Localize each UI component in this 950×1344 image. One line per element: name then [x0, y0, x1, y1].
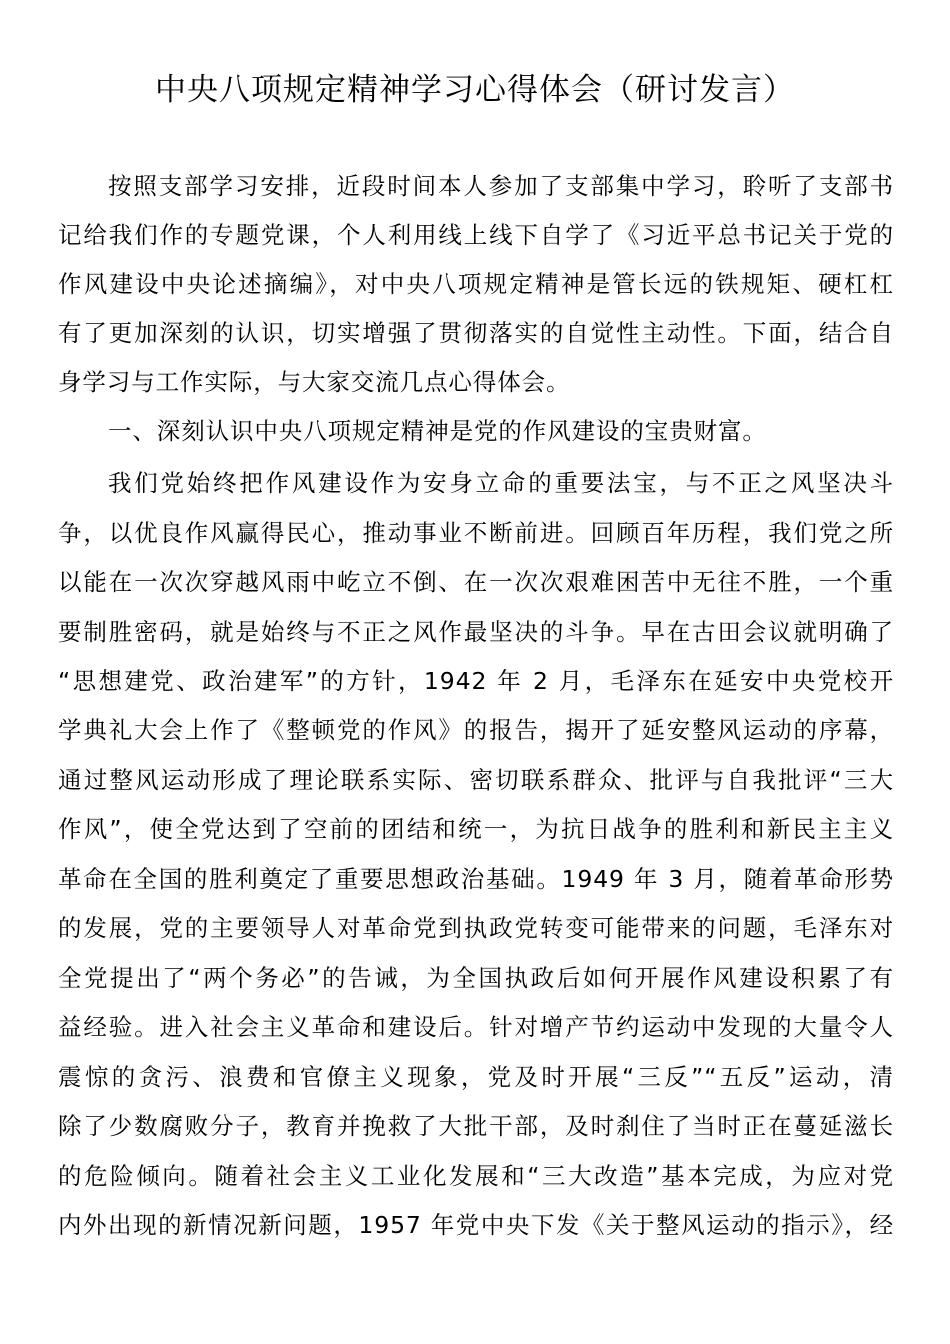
- paragraph-line: 按照支部学习安排，近段时间本人参加了支部集中学习，聆听了支部书: [108, 172, 894, 200]
- paragraph-line: “思想建党、政治建军”的方针，1942 年 2 月，毛泽东在延安中央党校开: [58, 667, 894, 695]
- paragraph-line: 的发展，党的主要领导人对革命党到执政党转变可能带来的问题，毛泽东对: [58, 914, 894, 942]
- paragraph-line: 作风建设中央论述摘编》，对中央八项规定精神是管长远的铁规矩、硬杠杠: [58, 270, 894, 298]
- document-title: 中央八项规定精神学习心得体会（研讨发言）: [155, 72, 795, 108]
- paragraph-line: 全党提出了“两个务必”的告诫，为全国执政后如何开展作风建设积累了有: [58, 964, 894, 992]
- paragraph-line: 我们党始终把作风建设作为安身立命的重要法宝，与不正之风坚决斗: [108, 469, 894, 497]
- paragraph-line: 有了更加深刻的认识，切实增强了贯彻落实的自觉性主动性。下面，结合自: [58, 319, 894, 347]
- paragraph-line: 记给我们作的专题党课，个人利用线上线下自学了《习近平总书记关于党的: [58, 221, 894, 249]
- paragraph-line: 作风”，使全党达到了空前的团结和统一，为抗日战争的胜利和新民主主义: [58, 815, 894, 843]
- paragraph-line: 通过整风运动形成了理论联系实际、密切联系群众、批评与自我批评“三大: [58, 766, 894, 794]
- paragraph-line: 以能在一次次穿越风雨中屹立不倒、在一次次艰难困苦中无往不胜，一个重: [58, 568, 894, 596]
- paragraph-line: 学典礼大会上作了《整顿党的作风》的报告，揭开了延安整风运动的序幕，: [58, 716, 894, 744]
- section-heading: 一、深刻认识中央八项规定精神是党的作风建设的宝贵财富。: [108, 417, 767, 445]
- paragraph-line: 身学习与工作实际，与大家交流几点心得体会。: [58, 368, 571, 396]
- paragraph-line: 益经验。进入社会主义革命和建设后。针对增产节约运动中发现的大量令人: [58, 1013, 894, 1041]
- paragraph-line: 除了少数腐败分子，教育并挽救了大批干部，及时刹住了当时正在蔓延滋长: [58, 1112, 894, 1140]
- paragraph-line: 革命在全国的胜利奠定了重要思想政治基础。1949 年 3 月，随着革命形势: [58, 865, 894, 893]
- paragraph-line: 争，以优良作风赢得民心，推动事业不断前进。回顾百年历程，我们党之所: [58, 519, 894, 547]
- paragraph-line: 内外出现的新情况新问题，1957 年党中央下发《关于整风运动的指示》，经: [58, 1211, 894, 1239]
- paragraph-line: 震惊的贪污、浪费和官僚主义现象，党及时开展“三反”“五反”运动，清: [58, 1063, 894, 1091]
- paragraph-line: 要制胜密码，就是始终与不正之风作最坚决的斗争。早在古田会议就明确了: [58, 618, 894, 646]
- paragraph-line: 的危险倾向。随着社会主义工业化发展和“三大改造”基本完成，为应对党: [58, 1162, 894, 1190]
